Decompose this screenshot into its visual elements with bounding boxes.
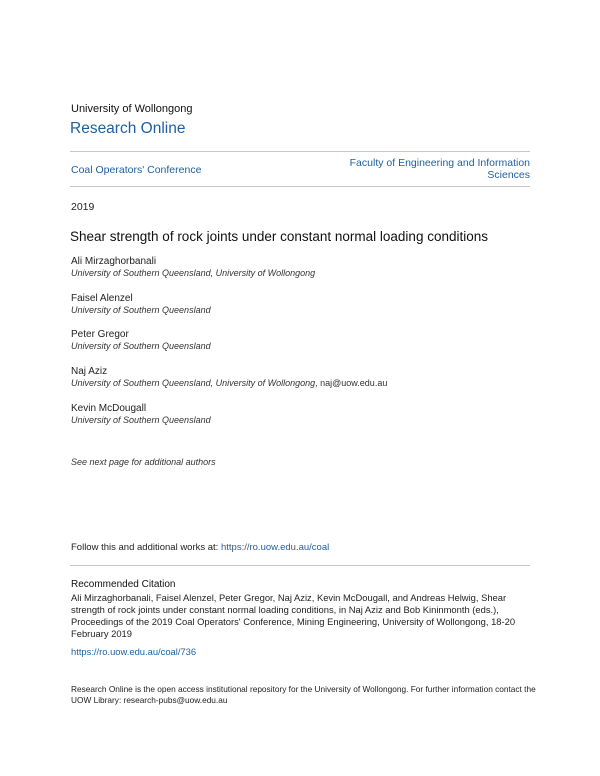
recommended-citation-heading: Recommended Citation [71, 579, 176, 590]
publication-year: 2019 [71, 201, 95, 213]
follow-link[interactable]: https://ro.uow.edu.au/coal [220, 542, 330, 553]
author-name: Kevin McDougall [71, 403, 147, 414]
paper-title: Shear strength of rock joints under constant normal loading conditions [70, 229, 488, 244]
author-name: Ali Mirzaghorbanali [71, 256, 157, 267]
author-block [71, 366, 541, 389]
author-block [71, 329, 541, 352]
recommended-citation-text: Ali Mirzaghorbanali, Faisel Alenzel, Peter Gregor, Naj Aziz, Kevin McDougall, and Andreas Helwig, Shear strength of rock joints under constant normal loading conditions, in Naj Aziz and Bob Kininmonth (eds.), Proceedings of the 2019 Coal Operators' Conference, Mining Engineering, University of Wollongong, 18-20 February 2019 [71, 592, 516, 639]
author-block [71, 256, 541, 279]
divider-top [70, 151, 530, 152]
divider-bottom [70, 565, 530, 566]
author-affiliation: University of Southern Queensland [71, 415, 211, 425]
author-name: Naj Aziz [71, 366, 108, 377]
citation-link[interactable]: https://ro.uow.edu.au/coal/736 [71, 646, 197, 657]
author-email[interactable]: naj@uow.edu.au [320, 378, 388, 388]
footer-note: Research Online is the open access institutional repository for the University of Wollongong. For further information contact the UOW Library: research-pubs@uow.edu.au [71, 684, 536, 705]
divider-middle [70, 186, 530, 187]
see-next-page-note: See next page for additional authors [71, 457, 216, 467]
follow-line [71, 542, 329, 553]
conference-link[interactable]: Coal Operators' Conference [71, 164, 202, 176]
author-affiliation: University of Southern Queensland, University of Wollongong [71, 268, 316, 278]
author-affiliation: University of Southern Queensland [71, 341, 211, 351]
author-affiliation-text: University of Southern Queensland, University of Wollongong [71, 378, 316, 388]
follow-text: Follow this and additional works at: [71, 542, 221, 553]
author-name: Peter Gregor [71, 329, 129, 340]
author-affiliation: University of Southern Queensland [71, 305, 211, 315]
university-name: University of Wollongong [71, 103, 193, 115]
author-block [71, 293, 541, 316]
faculty-link[interactable]: Faculty of Engineering and Information Sciences [349, 157, 530, 181]
author-affiliation [71, 378, 541, 389]
author-name: Faisel Alenzel [71, 293, 133, 304]
author-email-separator: , [315, 378, 321, 388]
author-block [71, 403, 541, 426]
research-online-title[interactable]: Research Online [70, 120, 186, 137]
